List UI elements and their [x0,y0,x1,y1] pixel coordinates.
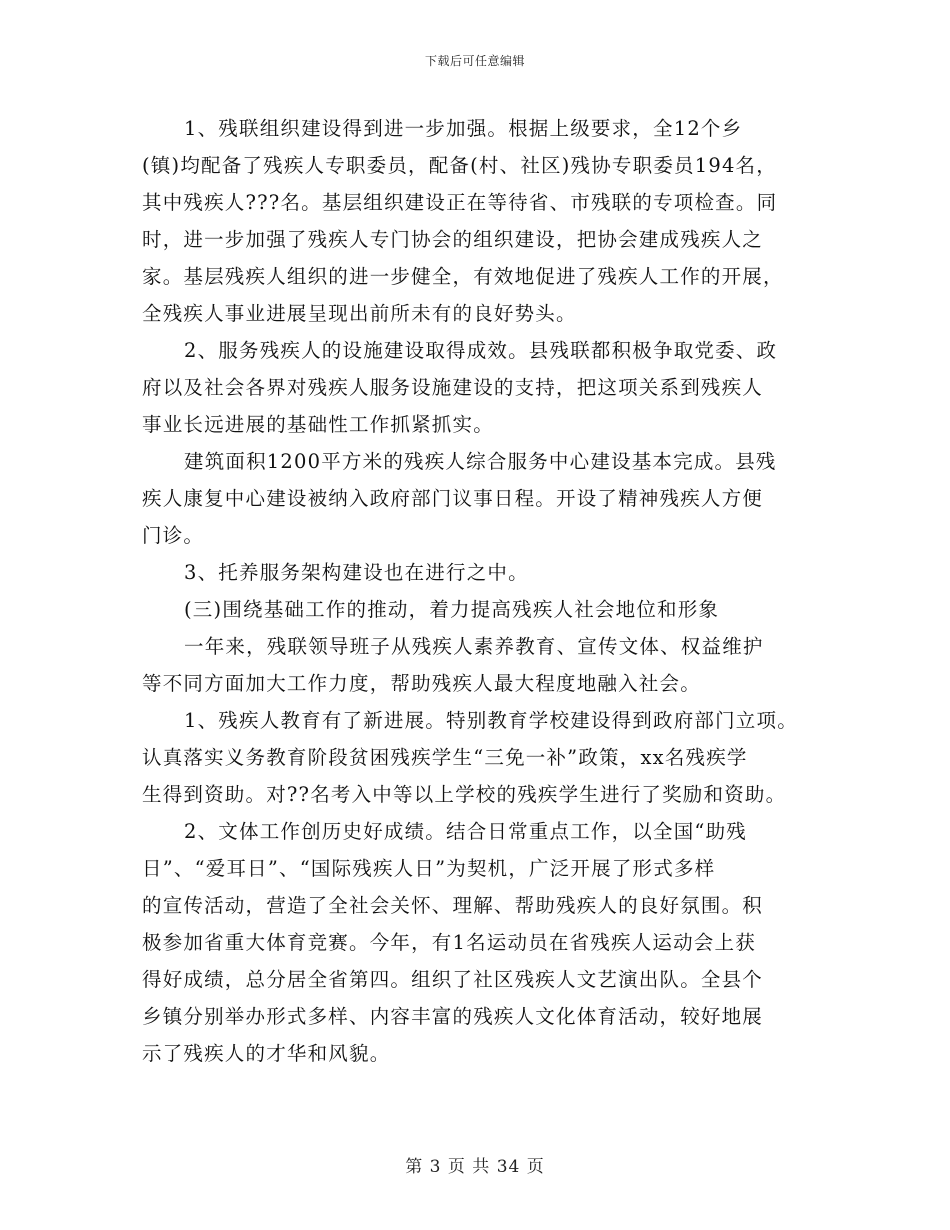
text-line: (镇)均配备了残疾人专职委员，配备(村、社区)残协专职委员194名， [142,154,777,177]
text-line: 生得到资助。对??名考入中等以上学校的残疾学生进行了奖励和资助。 [142,783,787,806]
text-line: 1、残联组织建设得到进一步加强。根据上级要求，全12个乡 [184,117,743,140]
text-line: 的宣传活动，营造了全社会关怀、理解、帮助残疾人的良好氛围。积 [142,894,764,917]
text-line: 府以及社会各界对残疾人服务设施建设的支持，把这项关系到残疾人 [142,376,764,399]
text-line: 时，进一步加强了残疾人专门协会的组织建设，把协会建成残疾人之 [142,228,764,251]
page-footer: 第 3 页 共 34 页 [405,1157,545,1177]
text-line: 2、文体工作创历史好成绩。结合日常重点工作，以全国“助残 [184,820,747,843]
text-line: 家。基层残疾人组织的进一步健全，有效地促进了残疾人工作的开展， [142,265,784,288]
text-line: 得好成绩，总分居全省第四。组织了社区残疾人文艺演出队。全县个 [142,968,764,991]
text-line: 建筑面积1200平方米的残疾人综合服务中心建设基本完成。县残 [184,450,777,473]
text-line: 门诊。 [142,524,205,547]
text-line: 乡镇分别举办形式多样、内容丰富的残疾人文化体育活动，较好地展 [142,1005,764,1028]
text-line: 疾人康复中心建设被纳入政府部门议事日程。开设了精神残疾人方便 [142,487,764,510]
text-line: 极参加省重大体育竞赛。今年，有1名运动员在省残疾人运动会上获 [142,931,756,954]
text-line: 等不同方面加大工作力度，帮助残疾人最大程度地融入社会。 [142,672,701,695]
text-line: 3、托养服务架构建设也在进行之中。 [184,561,529,584]
text-line: 一年来，残联领导班子从残疾人素养教育、宣传文体、权益维护 [184,635,764,658]
text-line: 日”、“爱耳日”、“国际残疾人日”为契机，广泛开展了形式多样 [142,857,716,880]
section-heading: (三)围绕基础工作的推动，着力提高残疾人社会地位和形象 [184,598,720,621]
text-line: 1、残疾人教育有了新进展。特别教育学校建设得到政府部门立项。 [184,709,798,732]
text-line: 全残疾人事业进展呈现出前所未有的良好势头。 [142,302,577,325]
text-line: 认真落实义务教育阶段贫困残疾学生“三免一补”政策，xx名残疾学 [142,746,748,769]
text-line: 示了残疾人的才华和风貌。 [142,1042,391,1065]
page-header: 下载后可任意编辑 [424,54,525,68]
text-line: 事业长远进展的基础性工作抓紧抓实。 [142,413,494,436]
text-line: 2、服务残疾人的设施建设取得成效。县残联都积极争取党委、政 [184,339,778,362]
text-line: 其中残疾人???名。基层组织建设正在等待省、市残联的专项检查。同 [142,191,778,214]
